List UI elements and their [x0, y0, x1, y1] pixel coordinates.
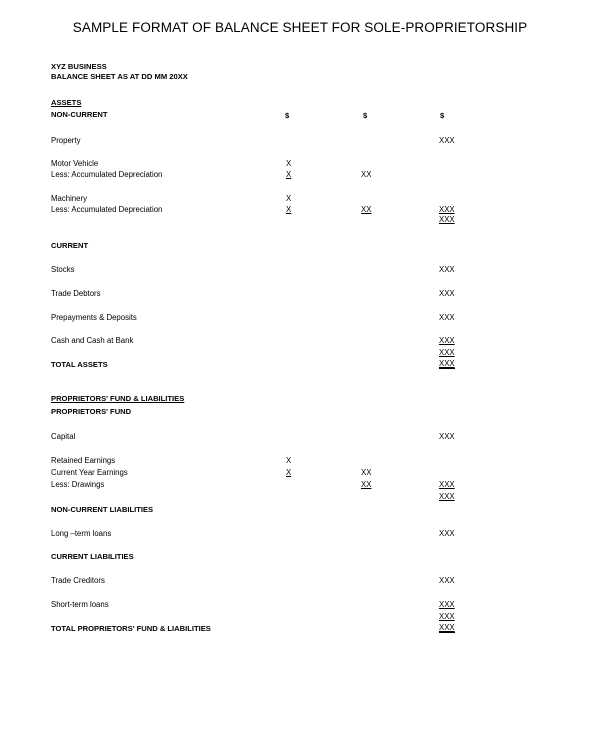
liabilities-subtotal: XXX	[439, 612, 455, 621]
total-liabilities-value: XXX	[439, 623, 455, 632]
short-term-label: Short-term loans	[51, 600, 109, 609]
trade-creditors-label: Trade Creditors	[51, 576, 105, 585]
current-year-net: XX	[361, 468, 372, 477]
non-current-total: XXX	[439, 205, 455, 214]
currency-col-3: $	[440, 111, 445, 120]
current-heading: CURRENT	[51, 241, 89, 250]
current-year-value: X	[286, 468, 292, 477]
capital-value: XXX	[439, 432, 455, 441]
stocks-label: Stocks	[51, 265, 75, 274]
sheet-date: BALANCE SHEET AS AT DD MM 20XX	[51, 72, 188, 81]
property-label: Property	[51, 136, 81, 145]
liabilities-heading: PROPRIETORS' FUND & LIABILITIES	[51, 394, 185, 403]
drawings-net: XX	[361, 480, 372, 489]
mv-depreciation-value: X	[286, 170, 292, 179]
page-title: SAMPLE FORMAT OF BALANCE SHEET FOR SOLE-PROPRIETORSHIP	[72, 20, 528, 35]
motor-vehicle-cost: X	[286, 159, 292, 168]
stocks-value: XXX	[439, 265, 455, 274]
retained-label: Retained Earnings	[51, 456, 116, 465]
fund-subtotal: XXX	[439, 492, 455, 501]
motor-vehicle-label: Motor Vehicle	[51, 159, 99, 168]
total-liabilities-label: TOTAL PROPRIETORS' FUND & LIABILITIES	[51, 624, 211, 633]
long-term-value: XXX	[439, 529, 455, 538]
short-term-value: XXX	[439, 600, 455, 609]
drawings-label: Less: Drawings	[51, 480, 105, 489]
prepayments-value: XXX	[439, 313, 455, 322]
machinery-label: Machinery	[51, 194, 87, 203]
fund-total: XXX	[439, 480, 455, 489]
mach-depreciation-value: X	[286, 205, 292, 214]
current-liabilities-heading: CURRENT LIABILITIES	[51, 552, 134, 561]
current-year-label: Current Year Earnings	[51, 468, 128, 477]
cash-label: Cash and Cash at Bank	[51, 336, 134, 345]
non-current-subtotal: XXX	[439, 215, 455, 224]
current-subtotal: XXX	[439, 348, 455, 357]
mach-net-value: XX	[361, 205, 372, 214]
trade-debtors-label: Trade Debtors	[51, 289, 101, 298]
non-current-liabilities-heading: NON-CURRENT LIABILITIES	[51, 505, 154, 514]
assets-heading: ASSETS	[51, 98, 82, 107]
trade-debtors-value: XXX	[439, 289, 455, 298]
property-value: XXX	[439, 136, 455, 145]
prepayments-label: Prepayments & Deposits	[51, 313, 137, 322]
currency-col-1: $	[285, 111, 290, 120]
mv-net-value: XX	[361, 170, 372, 179]
mv-depreciation-label: Less: Accumulated Depreciation	[51, 170, 163, 179]
cash-value: XXX	[439, 336, 455, 345]
proprietors-fund-heading: PROPRIETORS' FUND	[51, 407, 132, 416]
total-assets-value: XXX	[439, 359, 455, 368]
retained-value: X	[286, 456, 292, 465]
long-term-label: Long –term loans	[51, 529, 112, 538]
non-current-heading: NON-CURRENT	[51, 110, 108, 119]
total-assets-label: TOTAL ASSETS	[51, 360, 108, 369]
mach-depreciation-label: Less: Accumulated Depreciation	[51, 205, 163, 214]
machinery-cost: X	[286, 194, 292, 203]
business-name: XYZ BUSINESS	[51, 62, 107, 71]
currency-col-2: $	[363, 111, 368, 120]
trade-creditors-value: XXX	[439, 576, 455, 585]
capital-label: Capital	[51, 432, 76, 441]
